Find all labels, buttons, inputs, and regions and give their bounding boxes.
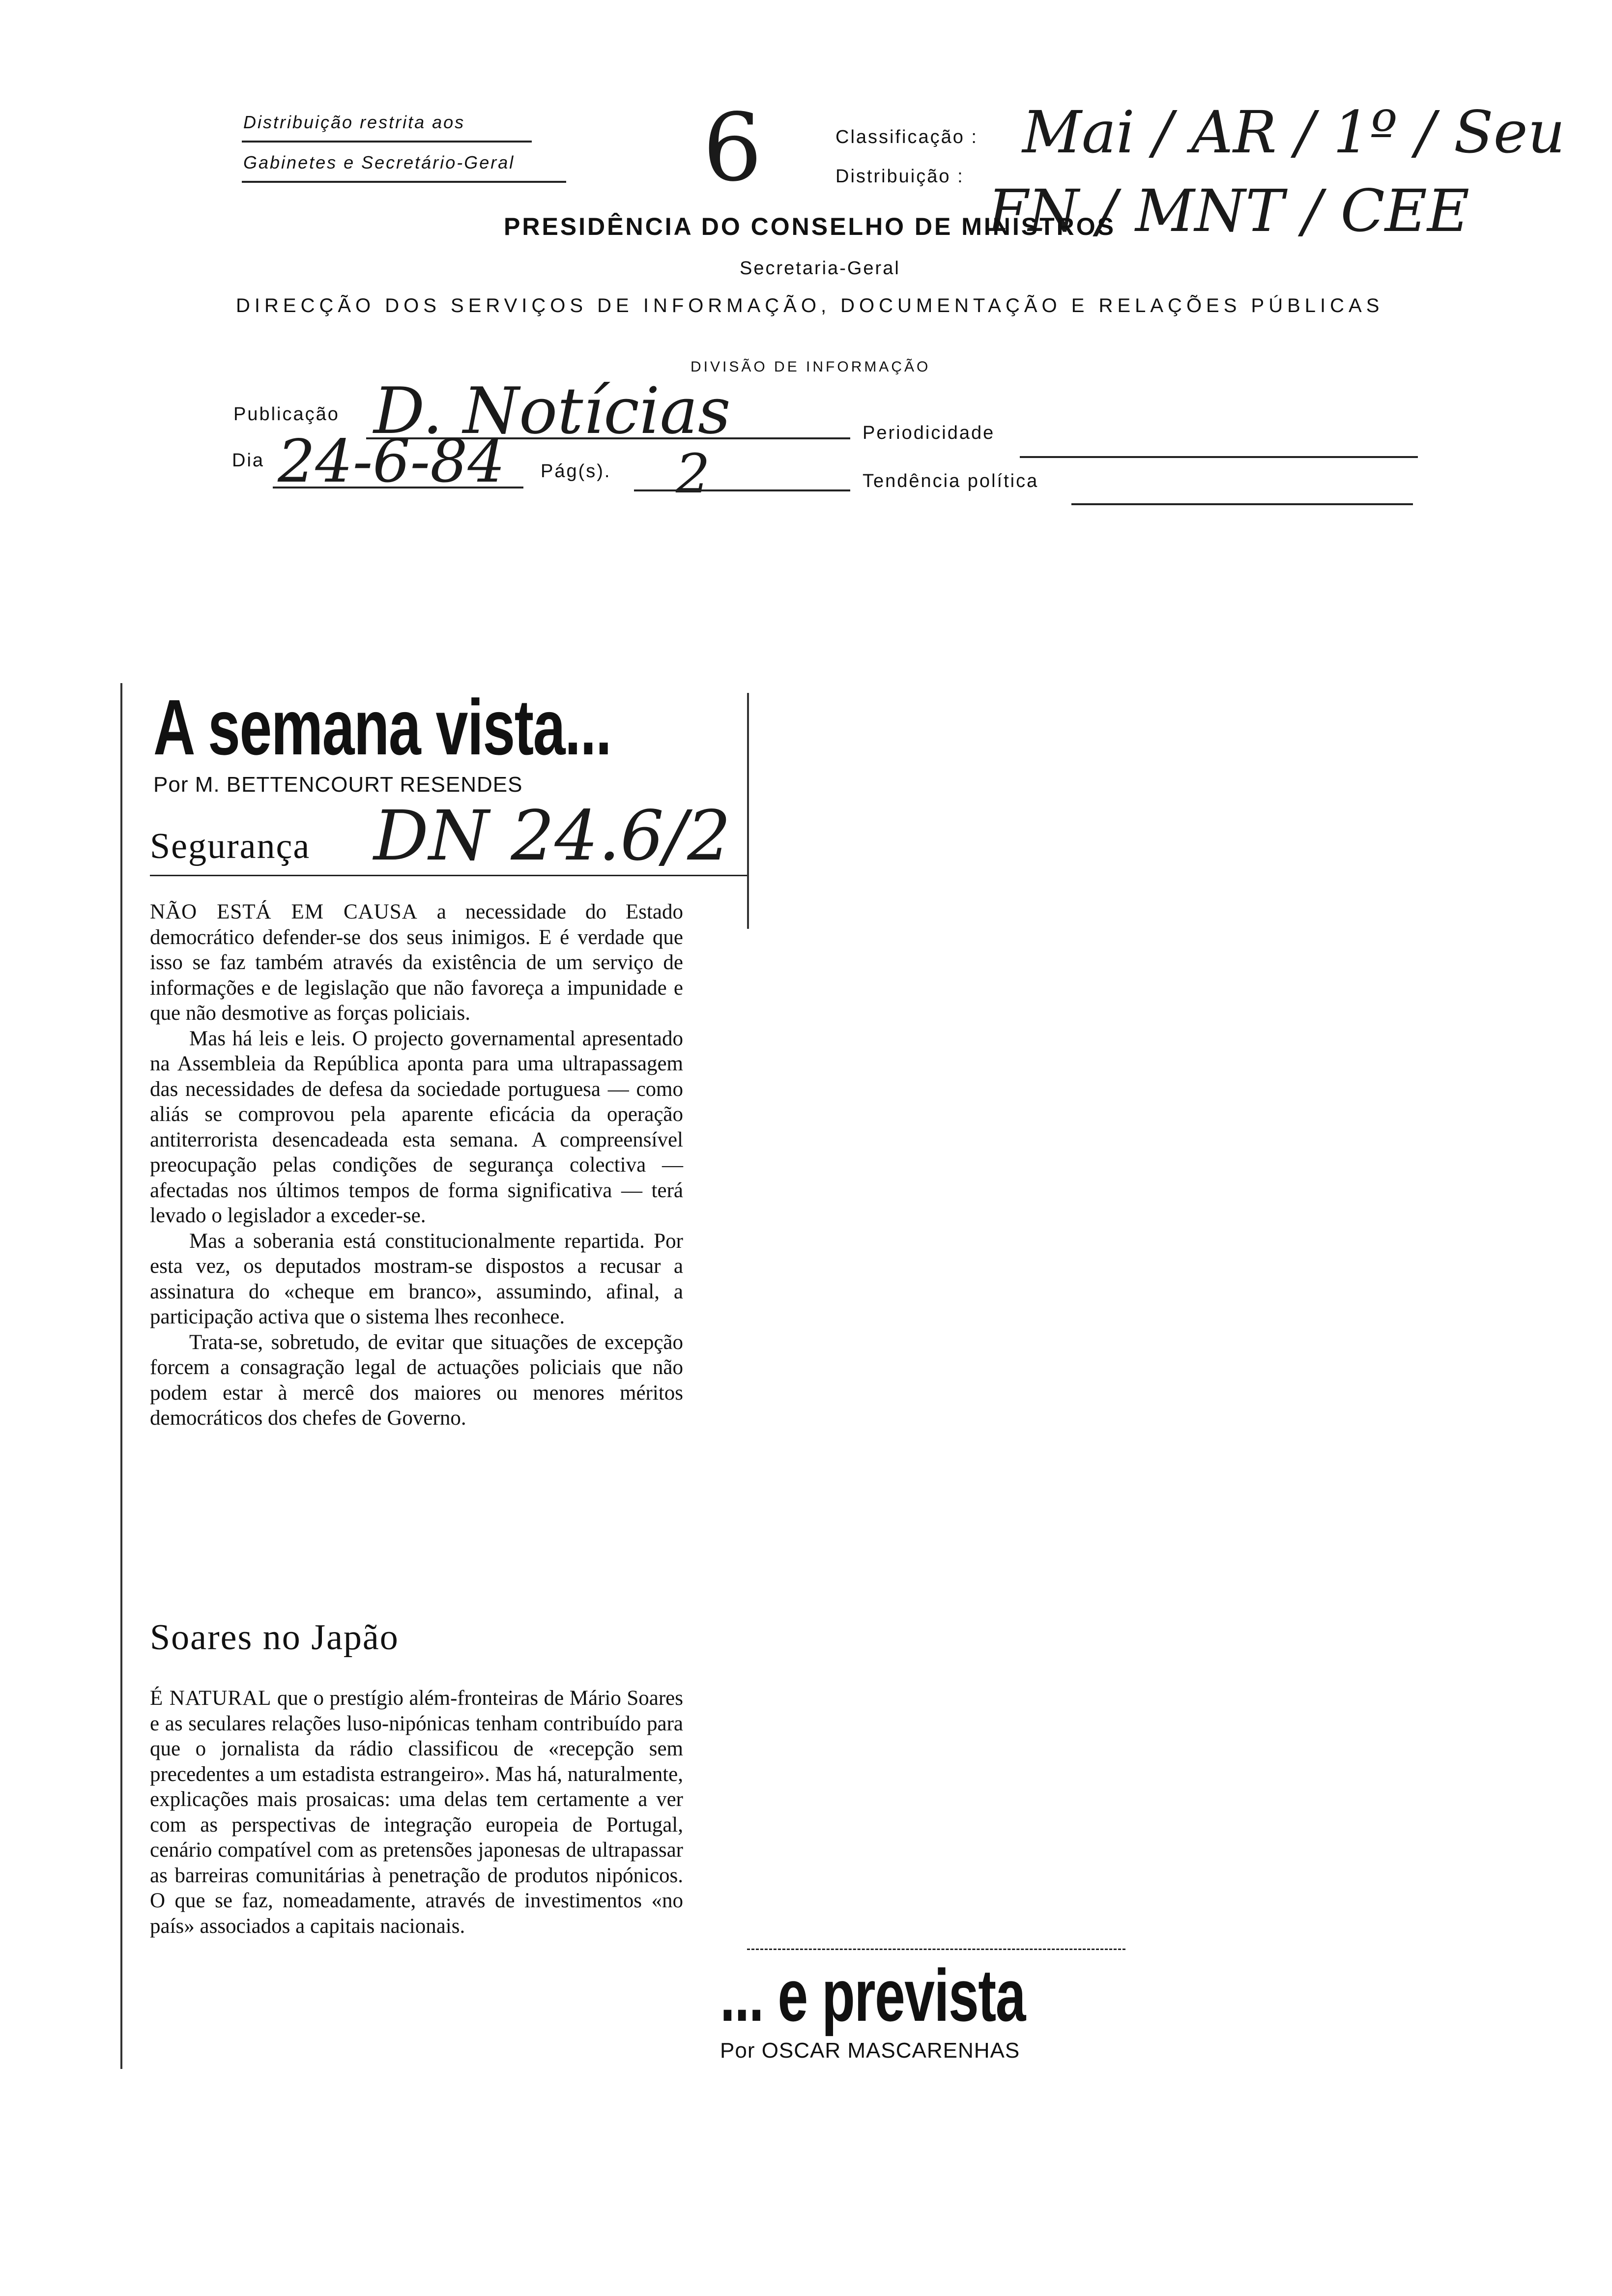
- seguranca-paragraph-1: [150, 899, 683, 1026]
- paragraph-lead: NÃO ESTÁ EM CAUSA: [150, 900, 418, 923]
- periodicidade-line: [1020, 456, 1418, 458]
- secretaria-label: Secretaria-Geral: [740, 258, 900, 279]
- clipping-handwritten-note: DN 24.6/2: [374, 796, 731, 876]
- distribution-line-2: Gabinetes e Secretário-Geral: [243, 152, 515, 172]
- soares-paragraph-1: [150, 1686, 683, 1939]
- institution-title: PRESIDÊNCIA DO CONSELHO DE MINISTROS: [504, 213, 1116, 240]
- pags-line: [634, 489, 850, 491]
- section-title-seguranca: Segurança: [150, 826, 311, 866]
- article-headline: A semana vista...: [153, 683, 611, 771]
- division-title: DIVISÃO DE INFORMAÇÃO: [691, 359, 931, 375]
- dia-label: Dia: [232, 450, 265, 471]
- clipping-border-left: [120, 683, 122, 2069]
- handwritten-classification: Mai / AR / 1º / Seu: [1022, 98, 1565, 166]
- pags-label: Pág(s).: [541, 461, 611, 482]
- publicacao-label: Publicação: [233, 404, 340, 425]
- second-article-byline: Por OSCAR MASCARENHAS: [720, 2038, 1020, 2063]
- distribution-underline-2: [242, 181, 566, 183]
- pags-handwritten: 2: [676, 442, 710, 505]
- section-soares-body: [150, 1686, 683, 1939]
- handwritten-number: 6: [703, 93, 762, 202]
- paragraph-text: a necessidade do Estado democrático defender-se dos seus inimigos. E é verdade que isso se faz também através da existência de um serviço de informações e de legislação que não favoreça a impunidade e que não desmotive as forças policiais.: [150, 900, 683, 1025]
- distribution-underline-1: [242, 141, 532, 143]
- classificacao-label: Classificação :: [835, 127, 978, 147]
- paragraph-lead: É NATURAL: [150, 1687, 272, 1710]
- handwritten-distribution: FN / MNT / CEE: [988, 177, 1470, 245]
- periodicidade-label: Periodicidade: [863, 423, 995, 443]
- clipping-border-right: [747, 693, 749, 929]
- section-seguranca-body: [150, 899, 683, 1431]
- dia-handwritten: 24-6-84: [278, 428, 505, 496]
- tendencia-line: [1071, 503, 1413, 505]
- distribuicao-label: Distribuição :: [835, 166, 964, 187]
- section-underline: [150, 875, 747, 876]
- paragraph-text: que o prestígio além-fronteiras de Mário Soares e as seculares relações luso-nipónicas tenham contribuído para que o jornalista da rádio classificou de «recepção sem precedentes a um estadista estrangeiro». Mas há, naturalmente, explicações mais prosaicas: uma delas tem certamente a ver com as perspectivas de integração europeia de Portugal, cenário compatível com as pretensões japonesas de ultrapassar as barreiras comunitárias à penetração de produtos nipónicos. O que se faz, nomeadamente, através de investimentos «no país» associados a capitais nacionais.: [150, 1687, 683, 1938]
- seguranca-paragraph-4: Trata-se, sobretudo, de evitar que situações de excepção forcem a consagração legal de actuações policiais que não podem estar à mercê dos maiores ou menores méritos democráticos dos chefes de Governo.: [150, 1330, 683, 1430]
- second-article-top-rule: [747, 1949, 1125, 1950]
- tendencia-label: Tendência política: [863, 471, 1039, 491]
- article-byline: Por M. BETTENCOURT RESENDES: [153, 773, 523, 797]
- seguranca-paragraph-2: Mas há leis e leis. O projecto governamental apresentado na Assembleia da República aponta para uma ultrapassagem das necessidades de defesa da sociedade portuguesa — como aliás se comprovou pela aparente eficácia da operação antiterrorista desencadeada esta semana. A compreensível preocupação pelas condições de segurança colectiva — afectadas nos últimos tempos de forma significativa — terá levado o legislador a exceder-se.: [150, 1027, 683, 1227]
- distribution-line-1: Distribuição restrita aos: [243, 112, 465, 132]
- section-title-soares: Soares no Japão: [150, 1617, 399, 1658]
- direction-title: DIRECÇÃO DOS SERVIÇOS DE INFORMAÇÃO, DOCUMENTAÇÃO E RELAÇÕES PÚBLICAS: [236, 295, 1384, 316]
- dia-line: [273, 487, 523, 488]
- second-article-headline: ... e prevista: [720, 1954, 1025, 2037]
- publicacao-handwritten: D. Notícias: [374, 373, 731, 448]
- seguranca-paragraph-3: Mas a soberania está constitucionalmente repartida. Por esta vez, os deputados mostram-se dispostos a recusar a assinatura do «cheque em branco», assumindo, afinal, a participação activa que o sistema lhes reconhece.: [150, 1229, 683, 1328]
